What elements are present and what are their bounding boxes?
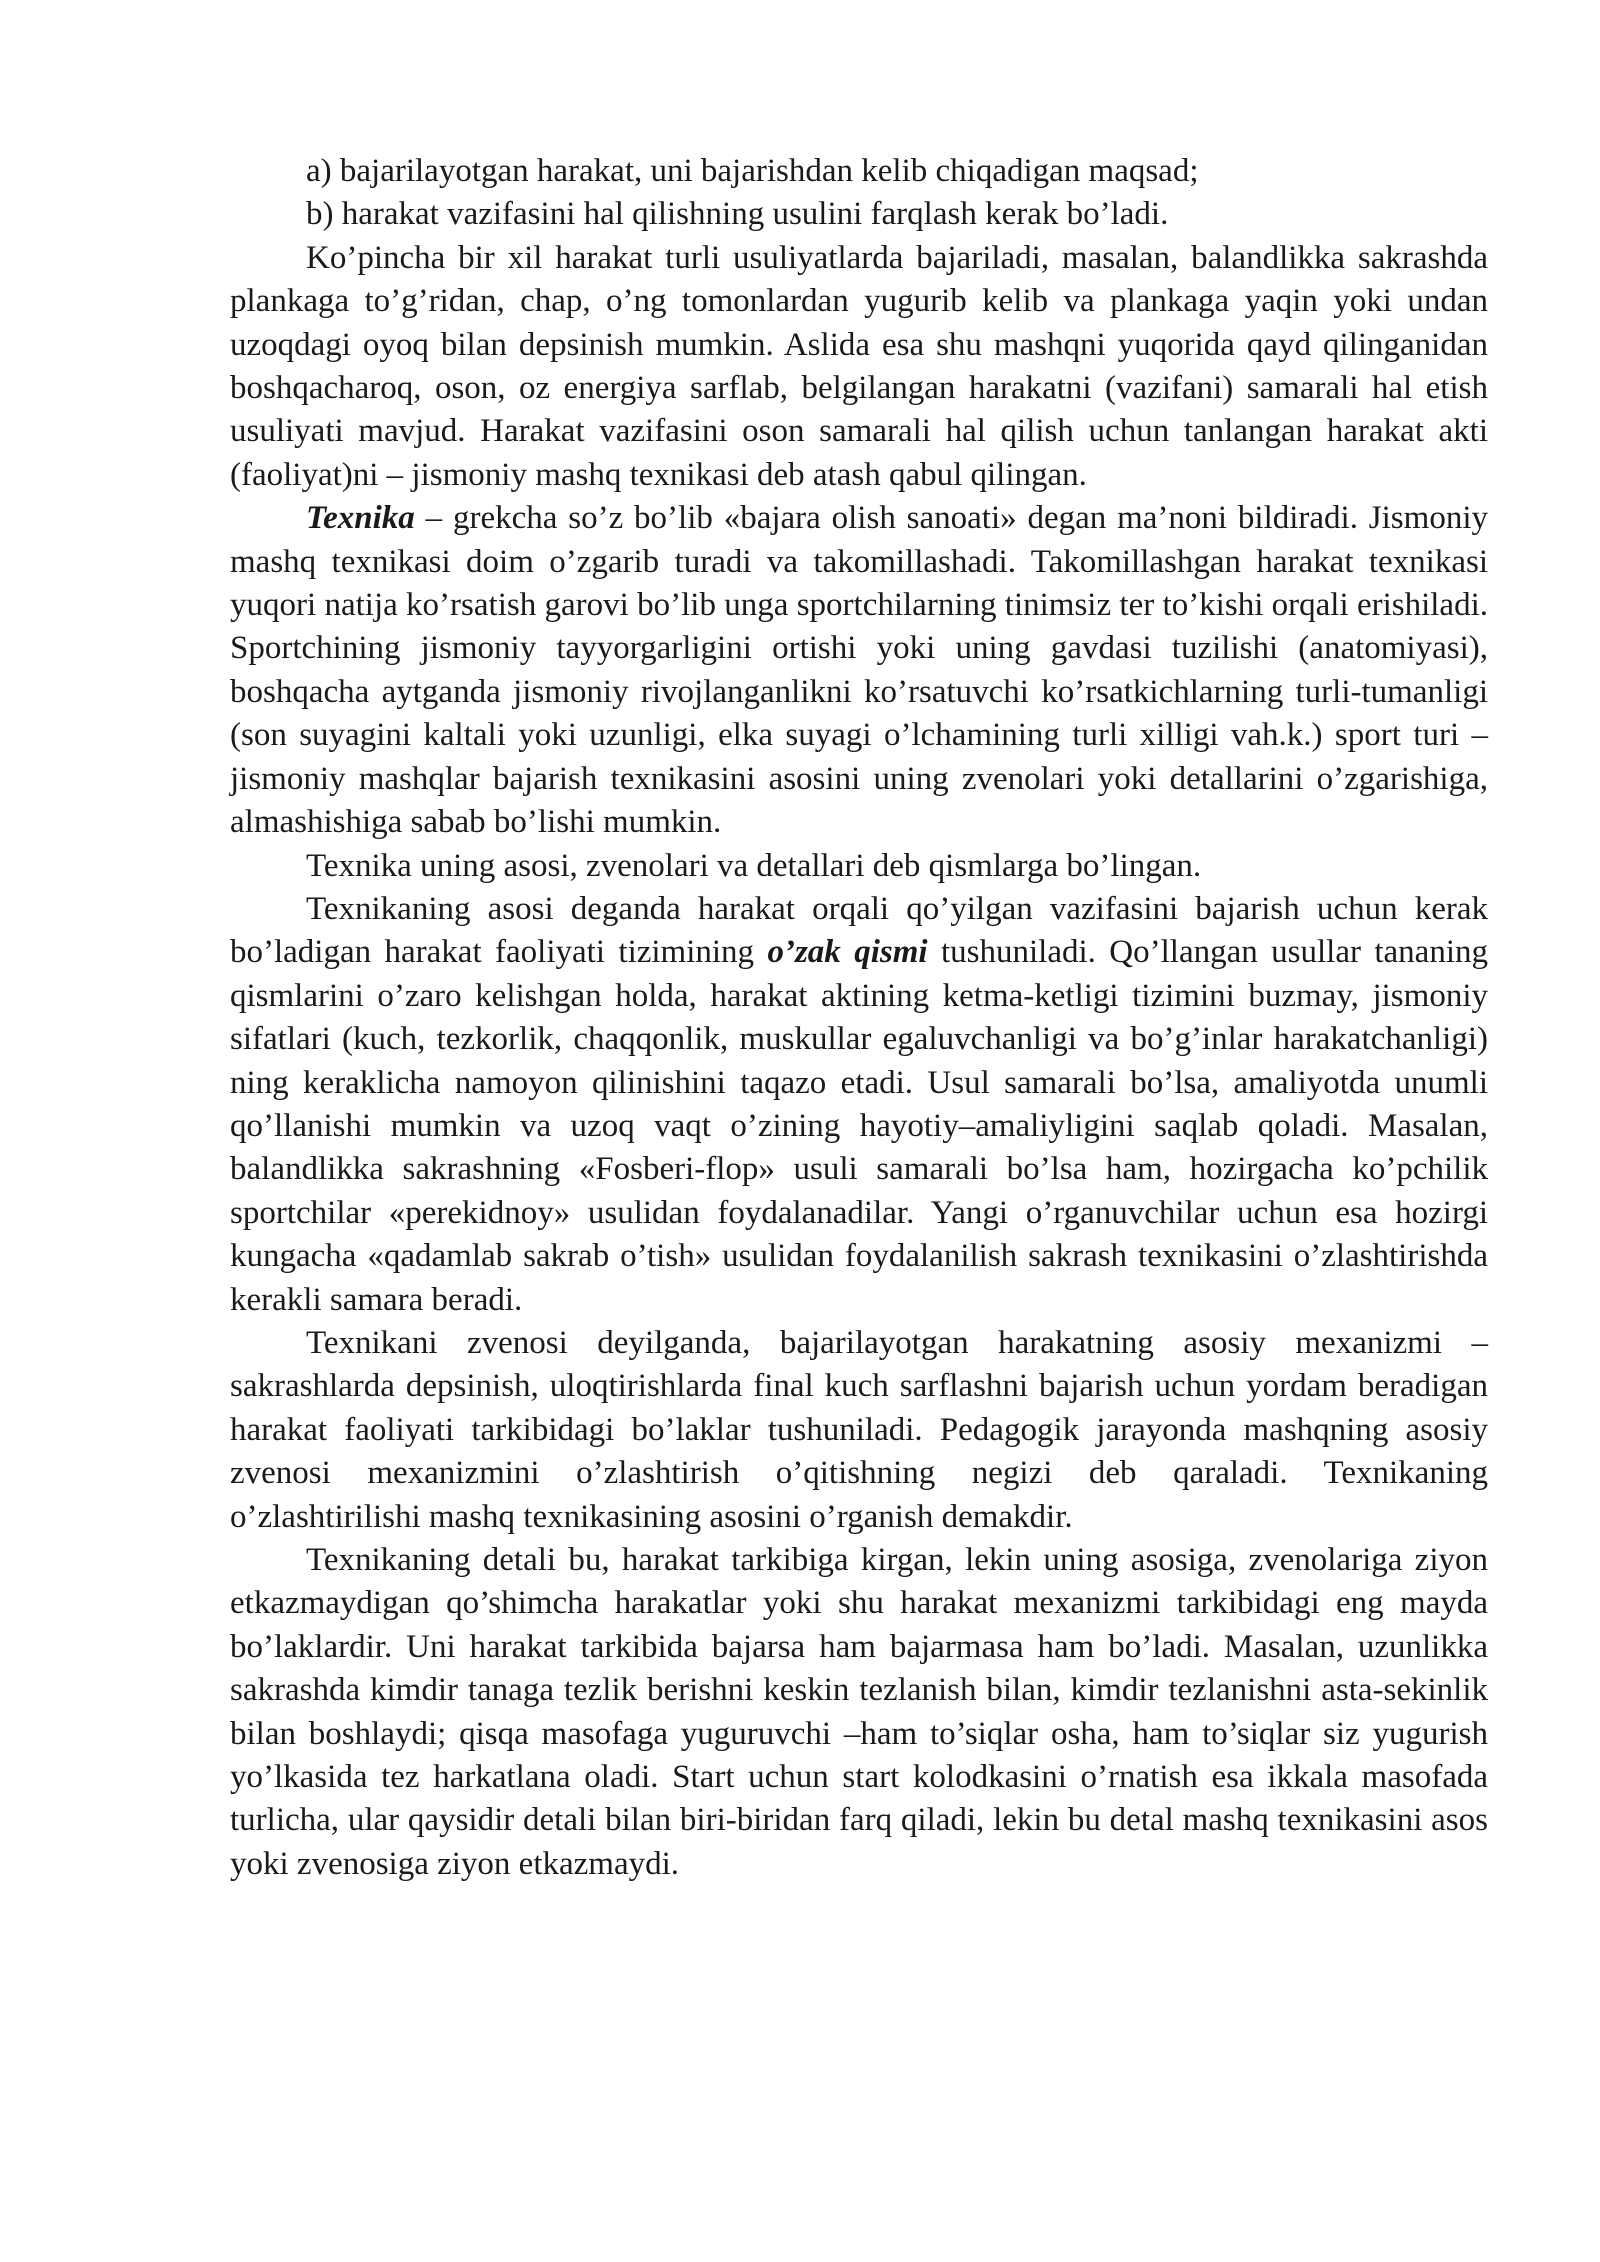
paragraph-technique-definition	[230, 497, 1488, 844]
document-page	[230, 150, 1488, 1886]
paragraph-technique-usage: Ko’pincha bir xil harakat turli usuliyatlarda bajariladi, masalan, balandlikka sakrashda plankaga to’g’ridan, chap, o’ng tomonlardan yugurib kelib va plankaga yaqin yoki undan uzoqdagi oyoq bilan depsinish mumkin. Aslida esa shu mashqni yuqorida qayd qilinganidan boshqacharoq, oson, oz energiya sarflab, belgilangan harakatni (vazifani) samarali hal etish usuliyati mavjud. Harakat vazifasini oson samarali hal qilish uchun tanlangan harakat akti (faoliyat)ni – jismoniy mashq texnikasi deb atash qabul qilingan.	[230, 239, 1488, 493]
paragraph-text: – grekcha so’z bo’lib «bajara olish sanoati» degan ma’noni bildiradi. Jismoniy mashq texnikasi doim o’zgarib turadi va takomillashadi. Takomillashgan harakat texnikasi yuqori natija ko’rsatish garovi bo’lib unga sportchilarning tinimsiz ter to’kishi orqali erishiladi. Sportchining jismoniy tayyorgarligini ortishi yoki uning gavdasi tuzilishi (anatomiyasi), boshqacha aytganda jismoniy rivojlanganlikni ko’rsatuvchi ko’rsatkichlarning turli-tumanligi (son suyagini kaltali yoki uzunligi, elka suyagi o’lchamining turli xilligi vah.k.) sport turi – jismoniy mashqlar bajarish texnikasini asosini uning zvenolari yoki detallarini o’zgarishiga, almashishiga sabab bo’lishi mumkin.	[230, 500, 1488, 841]
paragraph-text: tushuniladi. Qo’llangan usullar tananing qismlarini o’zaro kelishgan holda, harakat aktining ketma-ketligi tizimini buzmay, jismoniy sifatlari (kuch, tezkorlik, chaqqonlik, muskullar egaluvchanligi va bo’g’inlar harakatchanligi) ning keraklicha namoyon qilinishini taqazo etadi. Usul samarali bo’lsa, amaliyotda unumli qo’llanishi mumkin va uzoq vaqt o’zining hayotiy–amaliyligini saqlab qoladi. Masalan, balandlikka sakrashning «Fosberi-flop» usuli samarali bo’lsa ham, hozirgacha ko’pchilik sportchilar «perekidnoy» usulidan foydalanadilar. Yangi o’rganuvchilar uchun esa hozirgi kungacha «qadamlab sakrab o’tish» usulidan foydalanilish sakrash texnikasini o’zlashtirishda kerakli samara beradi.	[230, 934, 1488, 1318]
term-texnika: Texnika	[306, 500, 415, 537]
paragraph-list-item-b: b) harakat vazifasini hal qilishning usulini farqlash kerak bo’ladi.	[306, 196, 1169, 233]
paragraph-technique-detail: Texnikaning detali bu, harakat tarkibiga kirgan, lekin uning asosiga, zvenolariga ziyon etkazmaydigan qo’shimcha harakatlar yoki shu harakat mexanizmi tarkibidagi eng mayda bo’laklardir. Uni harakat tarkibida bajarsa ham bajarmasa ham bo’ladi. Masalan, uzunlikka sakrashda kimdir tanaga tezlik berishni keskin tezlanish bilan, kimdir tezlanishni asta-sekinlik bilan boshlaydi; qisqa masofaga yuguruvchi –ham to’siqlar osha, ham to’siqlar siz yugurish yo’lkasida tez harkatlana oladi. Start uchun start kolodkasini o’rnatish esa ikkala masofada turlicha, ular qaysidir detali bilan biri-biridan farq qiladi, lekin bu detal mashq texnikasini asos yoki zvenosiga ziyon etkazmaydi.	[230, 1542, 1488, 1882]
paragraph-technique-basis	[230, 888, 1488, 1322]
paragraph-technique-link: Texnikani zvenosi deyilganda, bajarilayotgan harakatning asosiy mexanizmi – sakrashlarda depsinish, uloqtirishlarda final kuch sarflashni bajarish uchun yordam beradigan harakat faoliyati tarkibidagi bo’laklar tushuniladi. Pedagogik jarayonda mashqning asosiy zvenosi mexanizmini o’zlashtirish o’qitishning negizi deb qaraladi. Texnikaning o’zlashtirilishi mashq texnikasining asosini o’rganish demakdir.	[230, 1324, 1488, 1535]
paragraph-text: Texnikaning asosi deganda harakat orqali qo’yilgan vazifasini bajarish uchun kerak bo’ladigan harakat faoliyati tizimining	[230, 890, 1488, 971]
term-ozak-qismi: o’zak qismi	[767, 934, 928, 971]
paragraph-list-item-a: a) bajarilayotgan harakat, uni bajarishdan kelib chiqadigan maqsad;	[306, 153, 1199, 189]
paragraph-technique-parts: Texnika uning asosi, zvenolari va detallari deb qismlarga bo’lingan.	[306, 847, 1202, 884]
